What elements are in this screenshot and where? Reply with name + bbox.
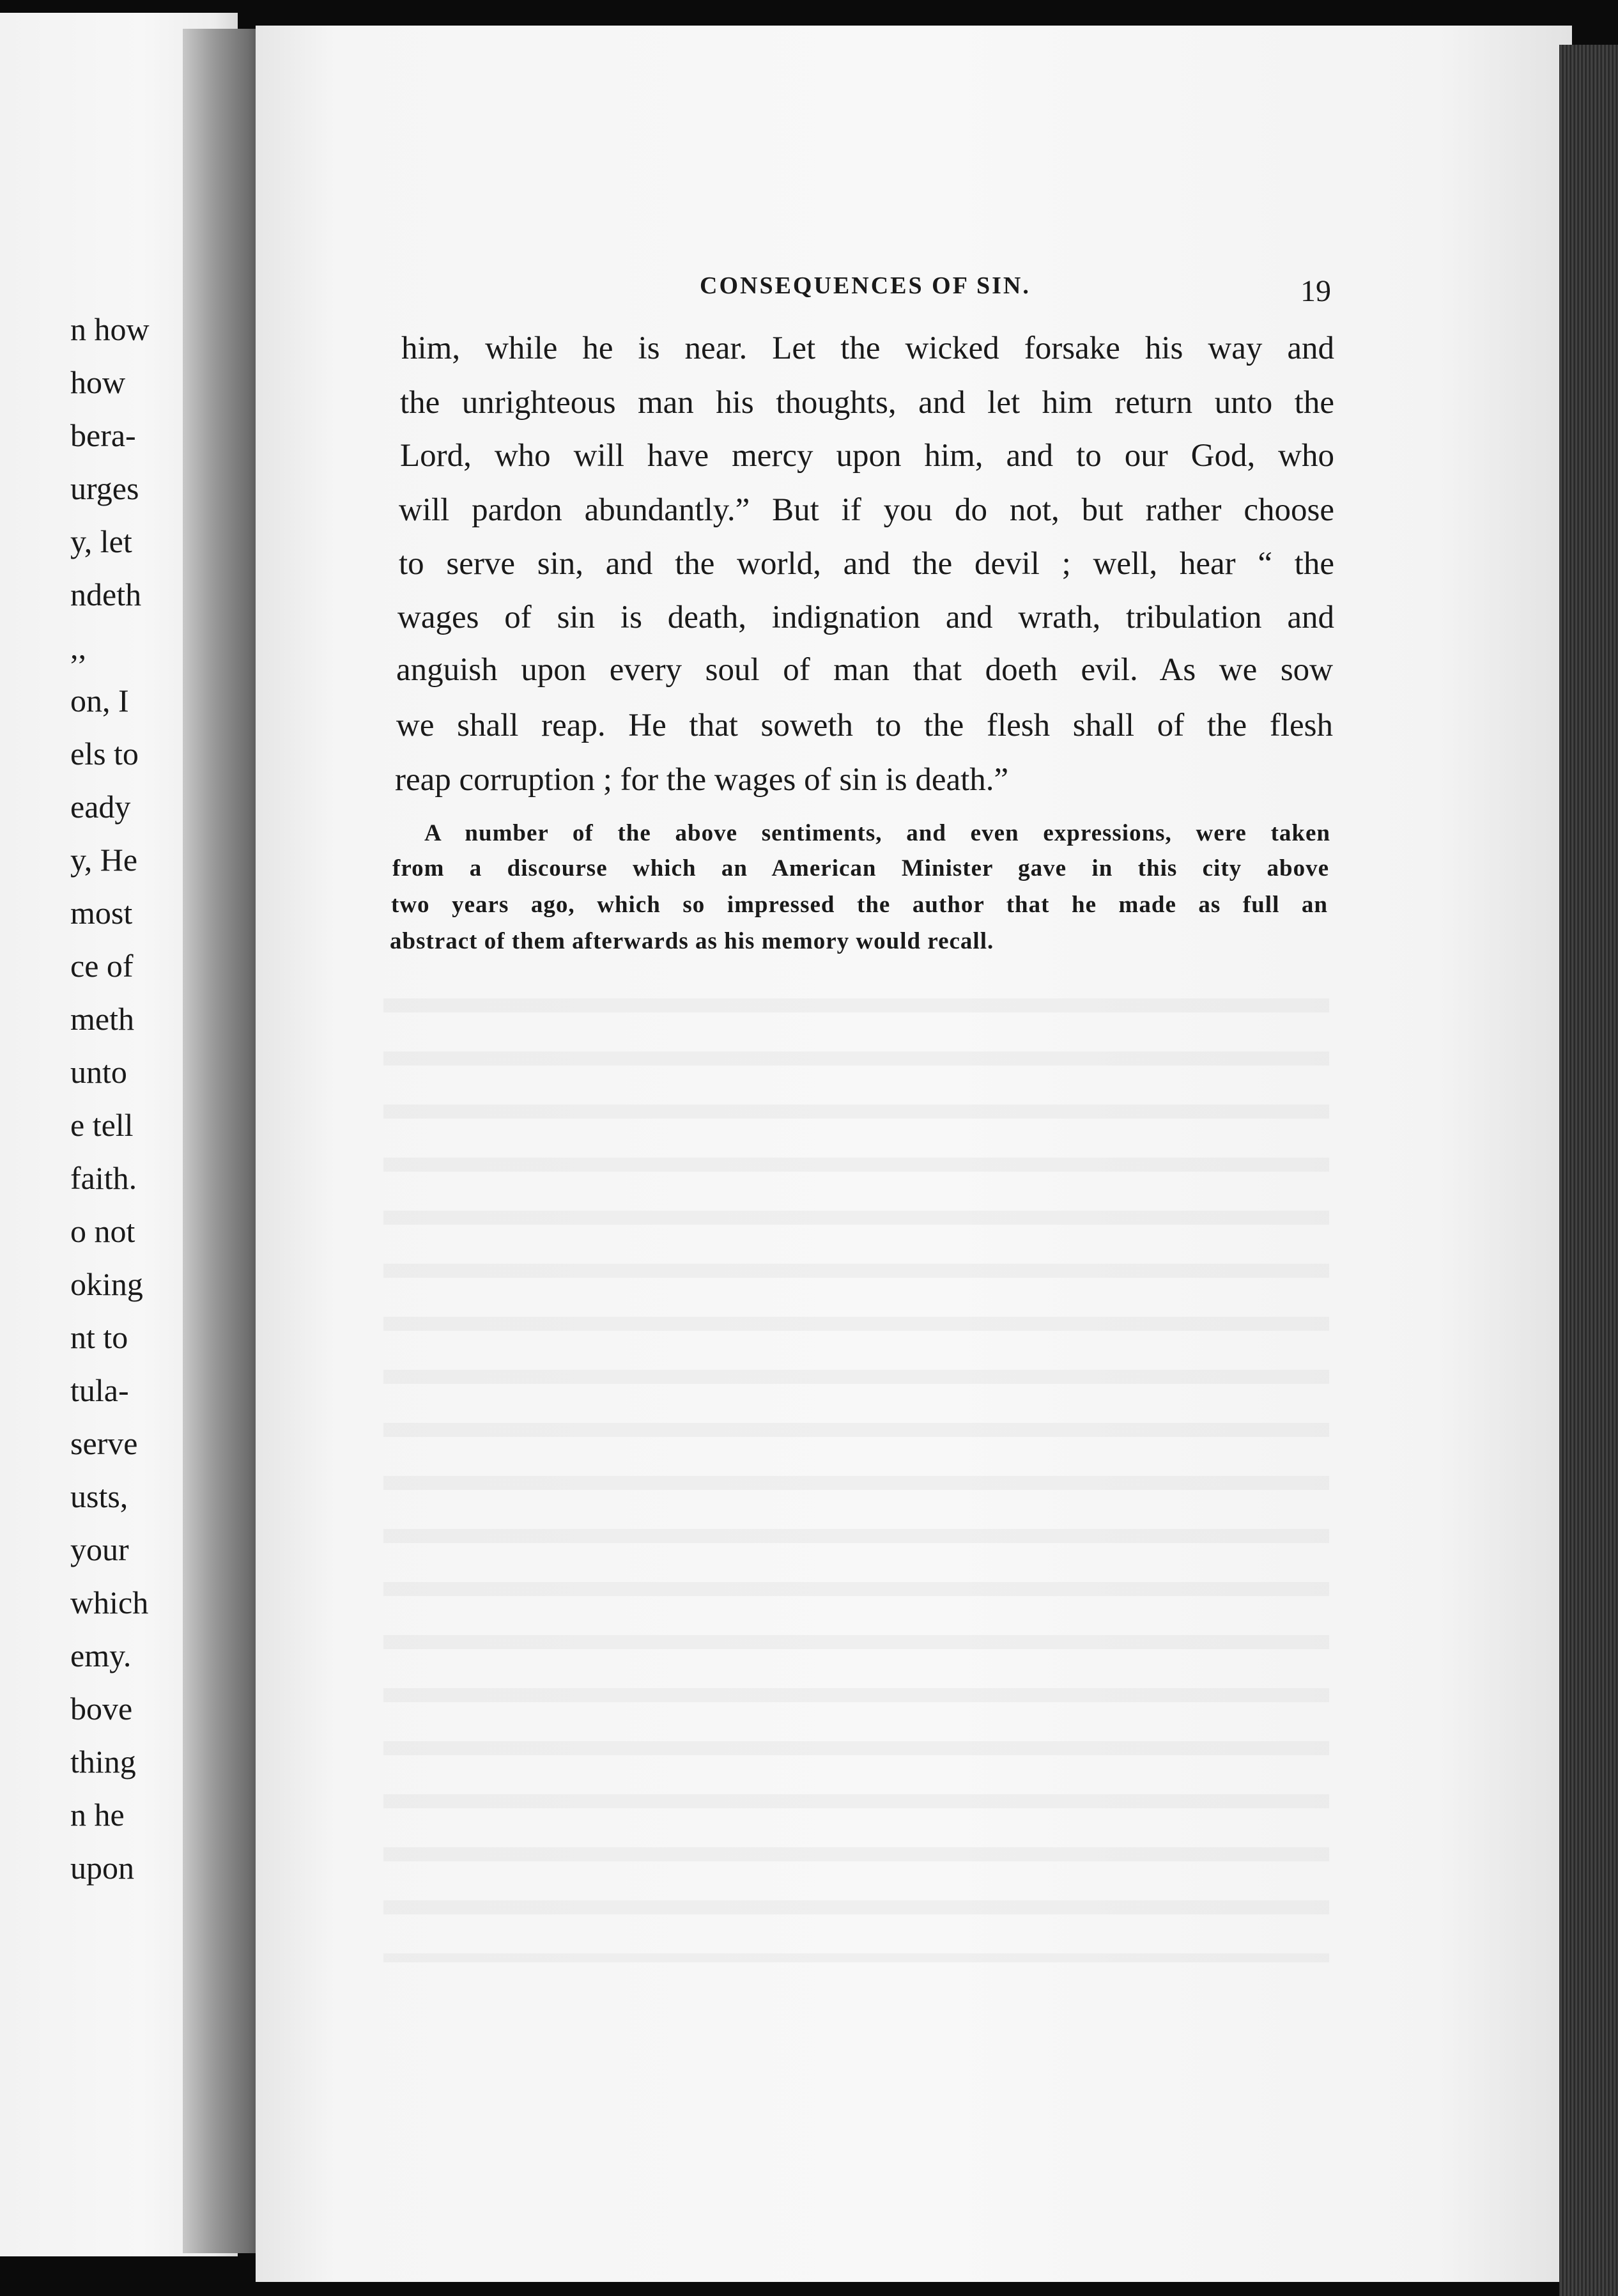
show-through-text [383,965,1329,1962]
left-page-line: upon [70,1850,134,1886]
body-text-line: will pardon abundantly.” But if you do not, but rather choose [399,492,1334,528]
left-page-line: n how [70,311,150,347]
body-text-line: the unrighteous man his thoughts, and let him return unto the [400,385,1334,421]
footnote-line: A number of the above sentiments, and even expressions, were taken [424,820,1330,846]
left-page-line: faith. [70,1160,137,1196]
left-page-line: unto [70,1054,127,1090]
body-text-line: we shall reap. He that soweth to the flesh shall of the flesh [396,708,1333,743]
left-page-line: which [70,1585,149,1620]
left-page-line: usts, [70,1478,128,1514]
left-page-line: bera- [70,417,136,453]
left-page-line: urges [70,470,139,506]
left-page-line: oking [70,1266,143,1302]
page-number: 19 [1300,274,1331,308]
left-page-edge [183,29,259,2253]
body-text-line: Lord, who will have mercy upon him, and to our God, who [400,438,1334,474]
left-page-line: emy. [70,1638,132,1673]
left-page-line: nt to [70,1319,128,1355]
left-page-line: e tell [70,1107,134,1143]
left-page-line: eady [70,789,131,825]
left-page-line: tula- [70,1372,129,1408]
left-page-line: on, I [70,683,129,718]
left-page-line: ce of [70,948,134,984]
body-text-line: anguish upon every soul of man that doeth evil. As we sow [396,652,1333,688]
left-page-line: ndeth [70,577,142,612]
left-page-line: your [70,1532,129,1567]
footnote-line: two years ago, which so impressed the author that he made as full an [391,892,1328,918]
left-page-line: y, let [70,524,132,559]
body-text-line: him, while he is near. Let the wicked forsake his way and [401,330,1334,366]
left-page-line: meth [70,1001,134,1037]
left-page-line: bove [70,1691,133,1726]
body-text-line: wages of sin is death, indignation and wrath, tribulation and [397,600,1334,635]
left-page-line: thing [70,1744,136,1780]
footnote-line: from a discourse which an American Minister gave in this city above [392,855,1329,881]
right-page-edge [1559,45,1618,2296]
left-page-line: ,, [70,630,86,665]
footnote-line: abstract of them afterwards as his memory would recall. [390,928,994,954]
left-page-line: y, He [70,842,138,878]
left-page-line: els to [70,736,139,772]
left-page-line: how [70,364,126,400]
left-page-line: o not [70,1213,135,1249]
left-page-line: n he [70,1797,125,1833]
left-page-line: serve [70,1425,138,1461]
body-text-line: reap corruption ; for the wages of sin is death.” [395,762,1009,798]
body-text-line: to serve sin, and the world, and the devil ; well, hear “ the [399,546,1334,582]
left-page-line: most [70,895,133,931]
running-head: CONSEQUENCES OF SIN. [700,272,1031,299]
